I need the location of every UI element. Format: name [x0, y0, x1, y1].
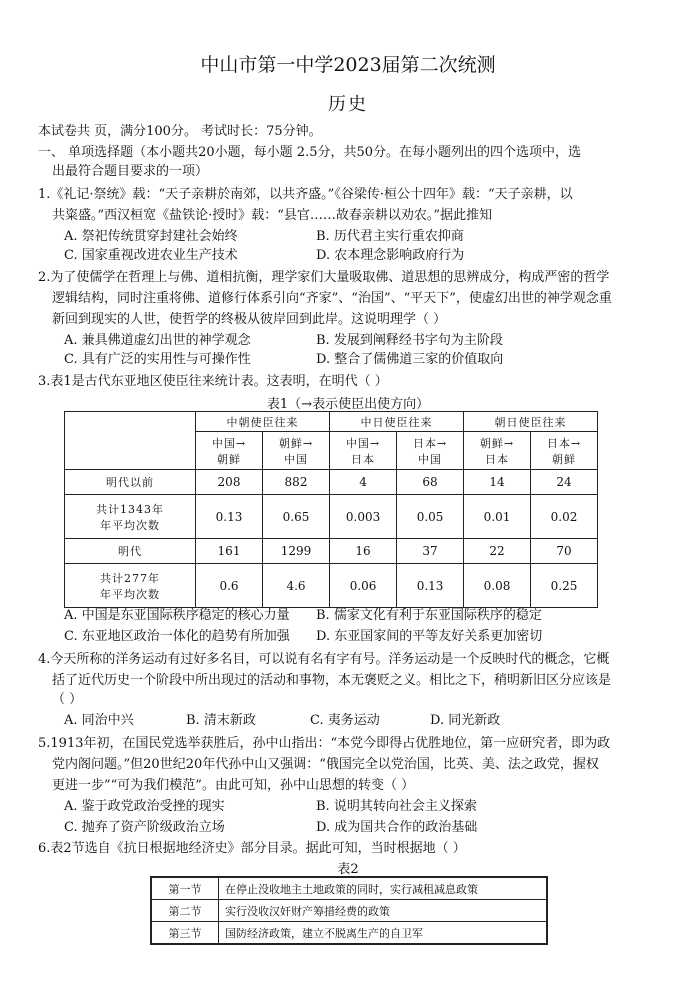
table1-cell: 161 [196, 539, 263, 564]
q6-stem: 6.表2节选自《抗日根据地经济史》部分目录。据此可知，当时根据地（ ） [38, 841, 466, 856]
table1-subhead: 朝鲜→ 中国 [263, 432, 330, 470]
table1-cell: 0.13 [397, 564, 464, 608]
q2-stem: 2.为了使儒学在哲理上与佛、道相抗衡，理学家们大量吸取佛、道思想的思辨成分，构成严密的哲学 [38, 270, 610, 285]
table1-row-label: 明代以前 [65, 470, 196, 495]
table2-text: 国防经济政策，建立不脱离生产的自卫军 [219, 922, 548, 945]
section-heading: 一、 单项选择题（本小题共20小题，每小题 2.5分，共50分。在每小题列出的四个选项中，选 [38, 145, 582, 160]
q5-option-b: B. 说明其转向社会主义探索 [316, 799, 477, 814]
q5-option-a: A. 鉴于政党政治受挫的现实 [64, 799, 225, 814]
q2-option-d: D. 整合了儒佛道三家的价值取向 [316, 352, 504, 367]
table1-cell: 4 [330, 470, 397, 495]
table2-text: 实行没收汉奸财产筹措经费的政策 [219, 900, 548, 922]
table1-caption: 表1（→表示使臣出使方向） [266, 397, 430, 412]
table1-cell: 0.02 [530, 495, 597, 539]
q5-option-c: C. 抛弃了资产阶级政治立场 [64, 820, 225, 835]
q3-option-a: A. 中国是东亚国际秩序稳定的核心力量 [64, 608, 290, 623]
q1-option-d: D. 农本理念影响政府行为 [316, 248, 465, 263]
subject-title: 历史 [328, 94, 368, 115]
table2-section: 第三节 [151, 922, 219, 945]
table-row [65, 495, 598, 539]
table1-row-label: 共计1343年 年平均次数 [65, 495, 196, 539]
table-row [65, 539, 598, 564]
table-row [151, 900, 547, 922]
q4-stem-cont2: （ ） [52, 692, 83, 707]
table1-cell: 0.25 [530, 564, 597, 608]
exam-title: 中山市第一中学2023届第二次统测 [200, 54, 496, 76]
table1-corner [65, 412, 196, 470]
q5-stem-cont2: 更进一步”“可为我们模范”。由此可知，孙中山思想的转变（ ） [52, 778, 415, 793]
q4-option-b: B. 清末新政 [186, 713, 256, 728]
table1-cell: 0.08 [463, 564, 530, 608]
q3-option-d: D. 东亚国家间的平等友好关系更加密切 [316, 629, 543, 644]
q5-stem-cont1: 党内阁问题。”但20世纪20年代孙中山又强调：“俄国完全以党治国，比英、美、法之政党，握权 [52, 757, 599, 772]
q5-stem: 5.1913年初，在国民党选举获胜后，孙中山指出：“本党今即得占优胜地位，第一应研究者，即为政 [38, 736, 611, 751]
q1-option-b: B. 历代君主实行重农抑商 [316, 229, 464, 244]
table1-row-label: 明代 [65, 539, 196, 564]
q3-option-c: C. 东亚地区政治一体化的趋势有所加强 [64, 629, 290, 644]
q2-option-b: B. 发展到阐释经书字句为主阶段 [316, 333, 503, 348]
q4-option-a: A. 同治中兴 [64, 713, 134, 728]
table1-cell: 0.05 [397, 495, 464, 539]
table1-cell: 0.65 [263, 495, 330, 539]
table-row [65, 470, 598, 495]
table-row [151, 877, 547, 900]
q2-option-c: C. 具有广泛的实用性与可操作性 [64, 352, 251, 367]
q4-option-d: D. 同光新政 [430, 713, 501, 728]
q1-stem: 1.《礼记·祭统》载：“天子亲耕於南郊，以共齐盛。”《谷梁传·桓公十四年》载：“天子亲耕，以 [38, 187, 573, 202]
table2-section: 第一节 [151, 877, 219, 900]
table1-cell: 22 [463, 539, 530, 564]
q1-stem-cont: 共粢盛。”西汉桓宽《盐铁论·授时》载：“县官……故春亲耕以劝农。”据此推知 [52, 208, 493, 223]
table1-subhead: 中国→ 日本 [330, 432, 397, 470]
table-row [151, 922, 547, 945]
table2-caption: 表2 [337, 862, 359, 877]
table2 [150, 876, 548, 945]
table1-cell: 4.6 [263, 564, 330, 608]
table1-cell: 208 [196, 470, 263, 495]
q2-option-a: A. 兼具佛道虚幻出世的神学观念 [64, 333, 251, 348]
table1-group-head: 中日使臣往来 [330, 412, 464, 432]
table1-cell: 0.13 [196, 495, 263, 539]
q5-option-d: D. 成为国共合作的政治基础 [316, 820, 478, 835]
table1-group-head: 朝日使臣往来 [463, 412, 597, 432]
table1-cell: 0.003 [330, 495, 397, 539]
table-row [65, 564, 598, 608]
table1-cell: 14 [463, 470, 530, 495]
table1 [64, 411, 598, 608]
table1-cell: 70 [530, 539, 597, 564]
table1-cell: 68 [397, 470, 464, 495]
q2-stem-cont1: 逻辑结构，同时注重将佛、道修行体系引向“齐家”、“治国”、“平天下”，使虚幻出世的神学观念重 [52, 291, 612, 306]
q1-option-c: C. 国家重视改进农业生产技术 [64, 248, 238, 263]
q2-stem-cont2: 新回到现实的人世，使哲学的终极从彼岸回到此岸。这说明理学（ ） [52, 312, 447, 327]
table1-cell: 16 [330, 539, 397, 564]
table1-group-head: 中朝使臣往来 [196, 412, 330, 432]
table1-cell: 0.06 [330, 564, 397, 608]
table1-row-label: 共计277年 年平均次数 [65, 564, 196, 608]
table1-cell: 1299 [263, 539, 330, 564]
table2-section: 第二节 [151, 900, 219, 922]
table1-cell: 37 [397, 539, 464, 564]
table1-cell: 882 [263, 470, 330, 495]
table1-cell: 0.6 [196, 564, 263, 608]
table1-subhead: 日本→ 朝鲜 [530, 432, 597, 470]
section-heading-cont: 出最符合题目要求的一项） [52, 164, 209, 179]
table1-subhead: 中国→ 朝鲜 [196, 432, 263, 470]
q4-stem: 4.今天所称的洋务运动有过好多名目，可以说有名有字有号。洋务运动是一个反映时代的概念，它概 [38, 652, 610, 667]
table1-cell: 24 [530, 470, 597, 495]
table2-text: 在停止没收地主土地政策的同时，实行减租减息政策 [219, 877, 548, 900]
table1-subhead: 朝鲜→ 日本 [463, 432, 530, 470]
q4-option-c: C. 夷务运动 [310, 713, 380, 728]
table1-cell: 0.01 [463, 495, 530, 539]
q3-stem: 3.表1是古代东亚地区使臣往来统计表。这表明，在明代（ ） [38, 374, 388, 389]
q4-stem-cont1: 括了近代历史一个阶段中所出现过的活动和事物，本无褒贬之义。相比之下，稍明新旧区分应该是 [52, 673, 612, 688]
exam-info: 本试卷共 页，满分100分。 考试时长：75分钟。 [38, 124, 322, 139]
q3-option-b: B. 儒家文化有利于东亚国际秩序的稳定 [316, 608, 542, 623]
table1-subhead: 日本→ 中国 [397, 432, 464, 470]
q1-option-a: A. 祭祀传统贯穿封建社会始终 [64, 229, 238, 244]
